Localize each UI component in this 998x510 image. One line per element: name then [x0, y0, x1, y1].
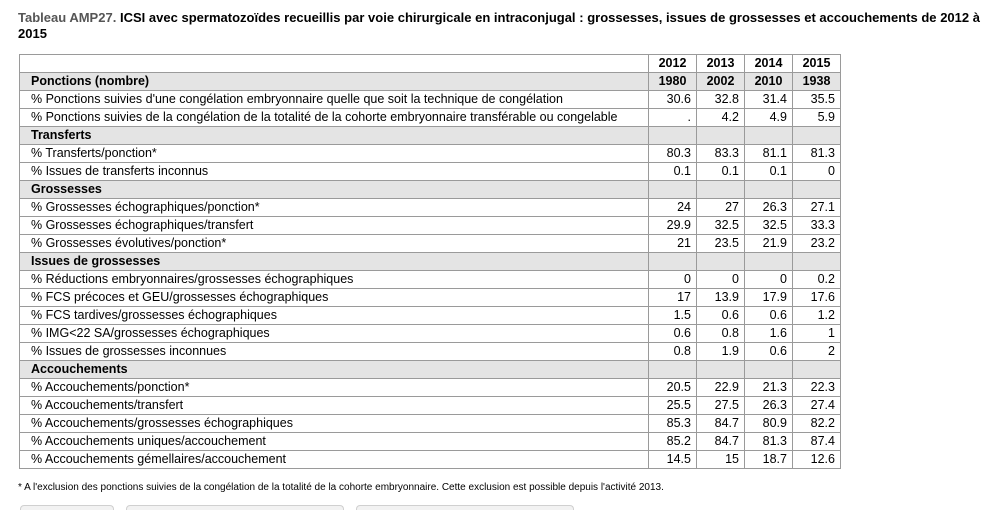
year-header-cell: 2015 — [793, 55, 841, 73]
year-header-cell: 2012 — [649, 55, 697, 73]
section-header-row — [20, 127, 841, 145]
row-value: 32.8 — [697, 91, 745, 109]
row-value: 85.3 — [649, 415, 697, 433]
row-value: 1.2 — [793, 307, 841, 325]
row-value: 26.3 — [745, 199, 793, 217]
table-row — [20, 343, 841, 361]
table-row — [20, 235, 841, 253]
year-header-cell: 2013 — [697, 55, 745, 73]
row-label: % Accouchements gémellaires/accouchement — [20, 451, 649, 469]
row-value: 1 — [793, 325, 841, 343]
row-value: 31.4 — [745, 91, 793, 109]
row-value: 0 — [649, 271, 697, 289]
ponctions-value: 2010 — [745, 73, 793, 91]
row-value: 21.3 — [745, 379, 793, 397]
row-value: 0.2 — [793, 271, 841, 289]
row-label: % Issues de transferts inconnus — [20, 163, 649, 181]
table-row — [20, 433, 841, 451]
row-value: 82.2 — [793, 415, 841, 433]
year-header-cell: 2014 — [745, 55, 793, 73]
table-row — [20, 199, 841, 217]
row-value: 14.5 — [649, 451, 697, 469]
table-row — [20, 397, 841, 415]
row-value: 21.9 — [745, 235, 793, 253]
row-value: 87.4 — [793, 433, 841, 451]
table-row — [20, 145, 841, 163]
table-title — [18, 10, 980, 42]
table-row — [20, 325, 841, 343]
row-value: 2 — [793, 343, 841, 361]
tab-stub[interactable] — [356, 505, 574, 510]
tab-stub[interactable] — [126, 505, 344, 510]
row-value: 0.1 — [745, 163, 793, 181]
table-title-text: ICSI avec spermatozoïdes recueillis par voie chirurgicale en intraconjugal : grossesses, issues de grossesses et accouchements de 2012 à 2015 — [18, 10, 980, 41]
row-value: 0.6 — [649, 325, 697, 343]
row-label: % Accouchements/ponction* — [20, 379, 649, 397]
table-row — [20, 217, 841, 235]
section-header-blank — [793, 181, 841, 199]
section-header-label: Grossesses — [20, 181, 649, 199]
row-label: % Accouchements/transfert — [20, 397, 649, 415]
section-header-blank — [697, 253, 745, 271]
table-row — [20, 91, 841, 109]
row-value: 80.3 — [649, 145, 697, 163]
row-label: % IMG<22 SA/grossesses échographiques — [20, 325, 649, 343]
section-header-blank — [745, 253, 793, 271]
row-value: 23.5 — [697, 235, 745, 253]
row-value: 17.9 — [745, 289, 793, 307]
row-value: 0.8 — [649, 343, 697, 361]
section-header-blank — [649, 361, 697, 379]
table-row — [20, 289, 841, 307]
section-header-blank — [793, 361, 841, 379]
row-value: 0.6 — [745, 343, 793, 361]
table-row — [20, 415, 841, 433]
ponctions-label: Ponctions (nombre) — [20, 73, 649, 91]
row-label: % Grossesses évolutives/ponction* — [20, 235, 649, 253]
row-value: 23.2 — [793, 235, 841, 253]
section-header-blank — [745, 181, 793, 199]
section-header-label: Transferts — [20, 127, 649, 145]
table-label: Tableau AMP27. — [18, 10, 117, 25]
row-value: 0 — [793, 163, 841, 181]
data-table-container — [19, 54, 841, 469]
data-table — [19, 54, 841, 469]
row-label: % Ponctions suivies de la congélation de la totalité de la cohorte embryonnaire transférable ou congelable — [20, 109, 649, 127]
table-row — [20, 451, 841, 469]
row-value: 27.4 — [793, 397, 841, 415]
row-value: 81.3 — [745, 433, 793, 451]
row-label: % FCS précoces et GEU/grossesses échographiques — [20, 289, 649, 307]
row-value: 4.2 — [697, 109, 745, 127]
row-value: 0.8 — [697, 325, 745, 343]
row-value: 33.3 — [793, 217, 841, 235]
row-value: 15 — [697, 451, 745, 469]
row-value: 5.9 — [793, 109, 841, 127]
row-value: 21 — [649, 235, 697, 253]
row-value: 0.1 — [649, 163, 697, 181]
section-header-row — [20, 361, 841, 379]
row-value: 1.5 — [649, 307, 697, 325]
row-value: 84.7 — [697, 433, 745, 451]
ponctions-value: 2002 — [697, 73, 745, 91]
row-value: 30.6 — [649, 91, 697, 109]
row-label: % Grossesses échographiques/transfert — [20, 217, 649, 235]
ponctions-row — [20, 73, 841, 91]
ponctions-value: 1938 — [793, 73, 841, 91]
row-value: 27.1 — [793, 199, 841, 217]
row-value: 1.9 — [697, 343, 745, 361]
table-row — [20, 379, 841, 397]
row-value: 81.1 — [745, 145, 793, 163]
row-value: 26.3 — [745, 397, 793, 415]
section-header-blank — [745, 127, 793, 145]
row-label: % Grossesses échographiques/ponction* — [20, 199, 649, 217]
row-value: 1.6 — [745, 325, 793, 343]
section-header-blank — [745, 361, 793, 379]
table-row — [20, 271, 841, 289]
row-value: 32.5 — [745, 217, 793, 235]
section-header-blank — [649, 181, 697, 199]
row-value: 27 — [697, 199, 745, 217]
row-value: 80.9 — [745, 415, 793, 433]
section-header-blank — [649, 253, 697, 271]
row-value: 4.9 — [745, 109, 793, 127]
row-label: % Ponctions suivies d'une congélation embryonnaire quelle que soit la technique de congélation — [20, 91, 649, 109]
table-row — [20, 163, 841, 181]
bottom-tab-strip — [20, 505, 580, 509]
row-value: 85.2 — [649, 433, 697, 451]
section-header-blank — [793, 253, 841, 271]
row-value: 22.9 — [697, 379, 745, 397]
row-value: 0 — [697, 271, 745, 289]
row-value: 25.5 — [649, 397, 697, 415]
section-header-blank — [697, 361, 745, 379]
row-label: % Transferts/ponction* — [20, 145, 649, 163]
row-value: 27.5 — [697, 397, 745, 415]
table-row — [20, 307, 841, 325]
row-value: 17.6 — [793, 289, 841, 307]
header-blank-cell — [20, 55, 649, 73]
section-header-blank — [697, 127, 745, 145]
section-header-label: Accouchements — [20, 361, 649, 379]
row-value: . — [649, 109, 697, 127]
section-header-row — [20, 253, 841, 271]
row-value: 22.3 — [793, 379, 841, 397]
row-value: 20.5 — [649, 379, 697, 397]
row-value: 35.5 — [793, 91, 841, 109]
table-row — [20, 109, 841, 127]
row-value: 0.6 — [697, 307, 745, 325]
row-value: 83.3 — [697, 145, 745, 163]
row-label: % Réductions embryonnaires/grossesses échographiques — [20, 271, 649, 289]
row-label: % Accouchements/grossesses échographiques — [20, 415, 649, 433]
year-header-row — [20, 55, 841, 73]
tab-stub[interactable] — [20, 505, 114, 510]
row-value: 24 — [649, 199, 697, 217]
section-header-blank — [697, 181, 745, 199]
row-label: % FCS tardives/grossesses échographiques — [20, 307, 649, 325]
row-label: % Issues de grossesses inconnues — [20, 343, 649, 361]
row-label: % Accouchements uniques/accouchement — [20, 433, 649, 451]
row-value: 12.6 — [793, 451, 841, 469]
row-value: 13.9 — [697, 289, 745, 307]
row-value: 84.7 — [697, 415, 745, 433]
row-value: 0.6 — [745, 307, 793, 325]
row-value: 81.3 — [793, 145, 841, 163]
row-value: 29.9 — [649, 217, 697, 235]
section-header-row — [20, 181, 841, 199]
section-header-blank — [649, 127, 697, 145]
ponctions-value: 1980 — [649, 73, 697, 91]
section-header-blank — [793, 127, 841, 145]
footnote: * A l'exclusion des ponctions suivies de la congélation de la totalité de la cohorte embryonnaire. Cette exclusion est possible depuis l'activité 2013. — [18, 482, 664, 493]
row-value: 0 — [745, 271, 793, 289]
row-value: 17 — [649, 289, 697, 307]
row-value: 32.5 — [697, 217, 745, 235]
section-header-label: Issues de grossesses — [20, 253, 649, 271]
row-value: 18.7 — [745, 451, 793, 469]
row-value: 0.1 — [697, 163, 745, 181]
